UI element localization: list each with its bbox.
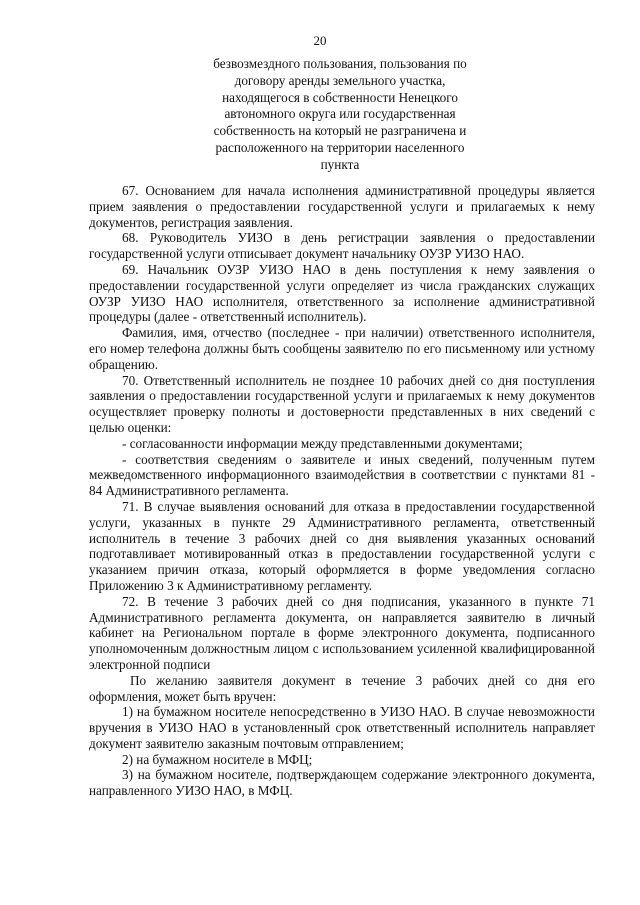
page-number: 20: [313, 33, 327, 48]
heading-line: автономного округа или государственная: [224, 106, 456, 122]
heading-line: расположенного на территории населенного: [215, 139, 465, 155]
paragraph-72-delivery: По желанию заявителя документ в течение 3 рабочих дней со дня его оформления, может быть вручен:: [89, 672, 595, 704]
paragraph-67: 67. Основанием для начала исполнения административной процедуры является прием заявления о предоставлении государственной услуги и прилагаемых к нему документов, регистрация заявления.: [89, 183, 595, 230]
paragraph-69-note: Фамилия, имя, отчество (последнее - при наличии) ответственного исполнителя, его номер телефона должны быть сообщены заявителю по его письменному или устному обращению.: [89, 325, 595, 372]
paragraph-72-option-2: 2) на бумажном носителе в МФЦ;: [122, 751, 313, 767]
heading-line: собственность на который не разграничена и: [213, 123, 467, 139]
heading-line: договору аренды земельного участка,: [234, 72, 446, 88]
document-body: [89, 183, 595, 799]
paragraph-72: 72. В течение 3 рабочих дней со дня подписания, указанного в пункте 71 Административного регламента документа, он направляется заявителю в личный кабинет на Региональном портале в форме электронного документа, подписанного уполномоченным должностным лицом с использованием усиленной квалифицированной электронной подписи: [89, 593, 595, 672]
paragraph-69: 69. Начальник ОУЗР УИЗО НАО в день поступления к нему заявления о предоставлении государственной услуги определяет из числа гражданских служащих ОУЗР УИЗО НАО исполнителя, ответственного за исполнение административной процедуры (далее - ответственный исполнитель).: [89, 261, 595, 325]
paragraph-70-item-2: - соответствия сведениям о заявителе и иных сведений, полученным путем межведомственного информационного взаимодействия в соответствии с пунктами 81 - 84 Административного регламента.: [89, 451, 595, 499]
section-heading: [180, 56, 500, 174]
paragraph-70: 70. Ответственный исполнитель не позднее 10 рабочих дней со дня поступления заявления о предоставлении государственной услуги и прилагаемых к нему документов осуществляет проверку полноты и достоверности представленных в них сведений с целью оценки:: [89, 372, 595, 435]
paragraph-71: 71. В случае выявления оснований для отказа в предоставлении государственной услуги, указанных в пункте 29 Административного регламента, ответственный исполнитель в течение 3 рабочих дней со дня выявления указанных оснований подготавливает мотивированный отказ в предоставлении государственной услуги с указанием причин отказа, который оформляется в форме уведомления согласно Приложению 3 к Административному регламенту.: [89, 498, 595, 593]
paragraph-72-option-3: 3) на бумажном носителе, подтверждающем содержание электронного документа, направленного УИЗО НАО, в МФЦ.: [89, 767, 595, 799]
heading-line: безвозмездного пользования, пользования по: [213, 56, 467, 71]
paragraph-72-option-1: 1) на бумажном носителе непосредственно в УИЗО НАО. В случае невозможности вручения в УИЗО НАО в установленный срок ответственный исполнитель направляет документ заявителю заказным почтовым отправлением;: [89, 704, 595, 751]
paragraph-68: 68. Руководитель УИЗО в день регистрации заявления о предоставлении государственной услуги отписывает документ начальнику ОУЗР УИЗО НАО.: [89, 230, 595, 262]
heading-line: пункта: [320, 156, 360, 172]
paragraph-70-item-1: - согласованности информации между представленными документами;: [122, 435, 523, 451]
heading-line: находящегося в собственности Ненецкого: [222, 89, 458, 105]
